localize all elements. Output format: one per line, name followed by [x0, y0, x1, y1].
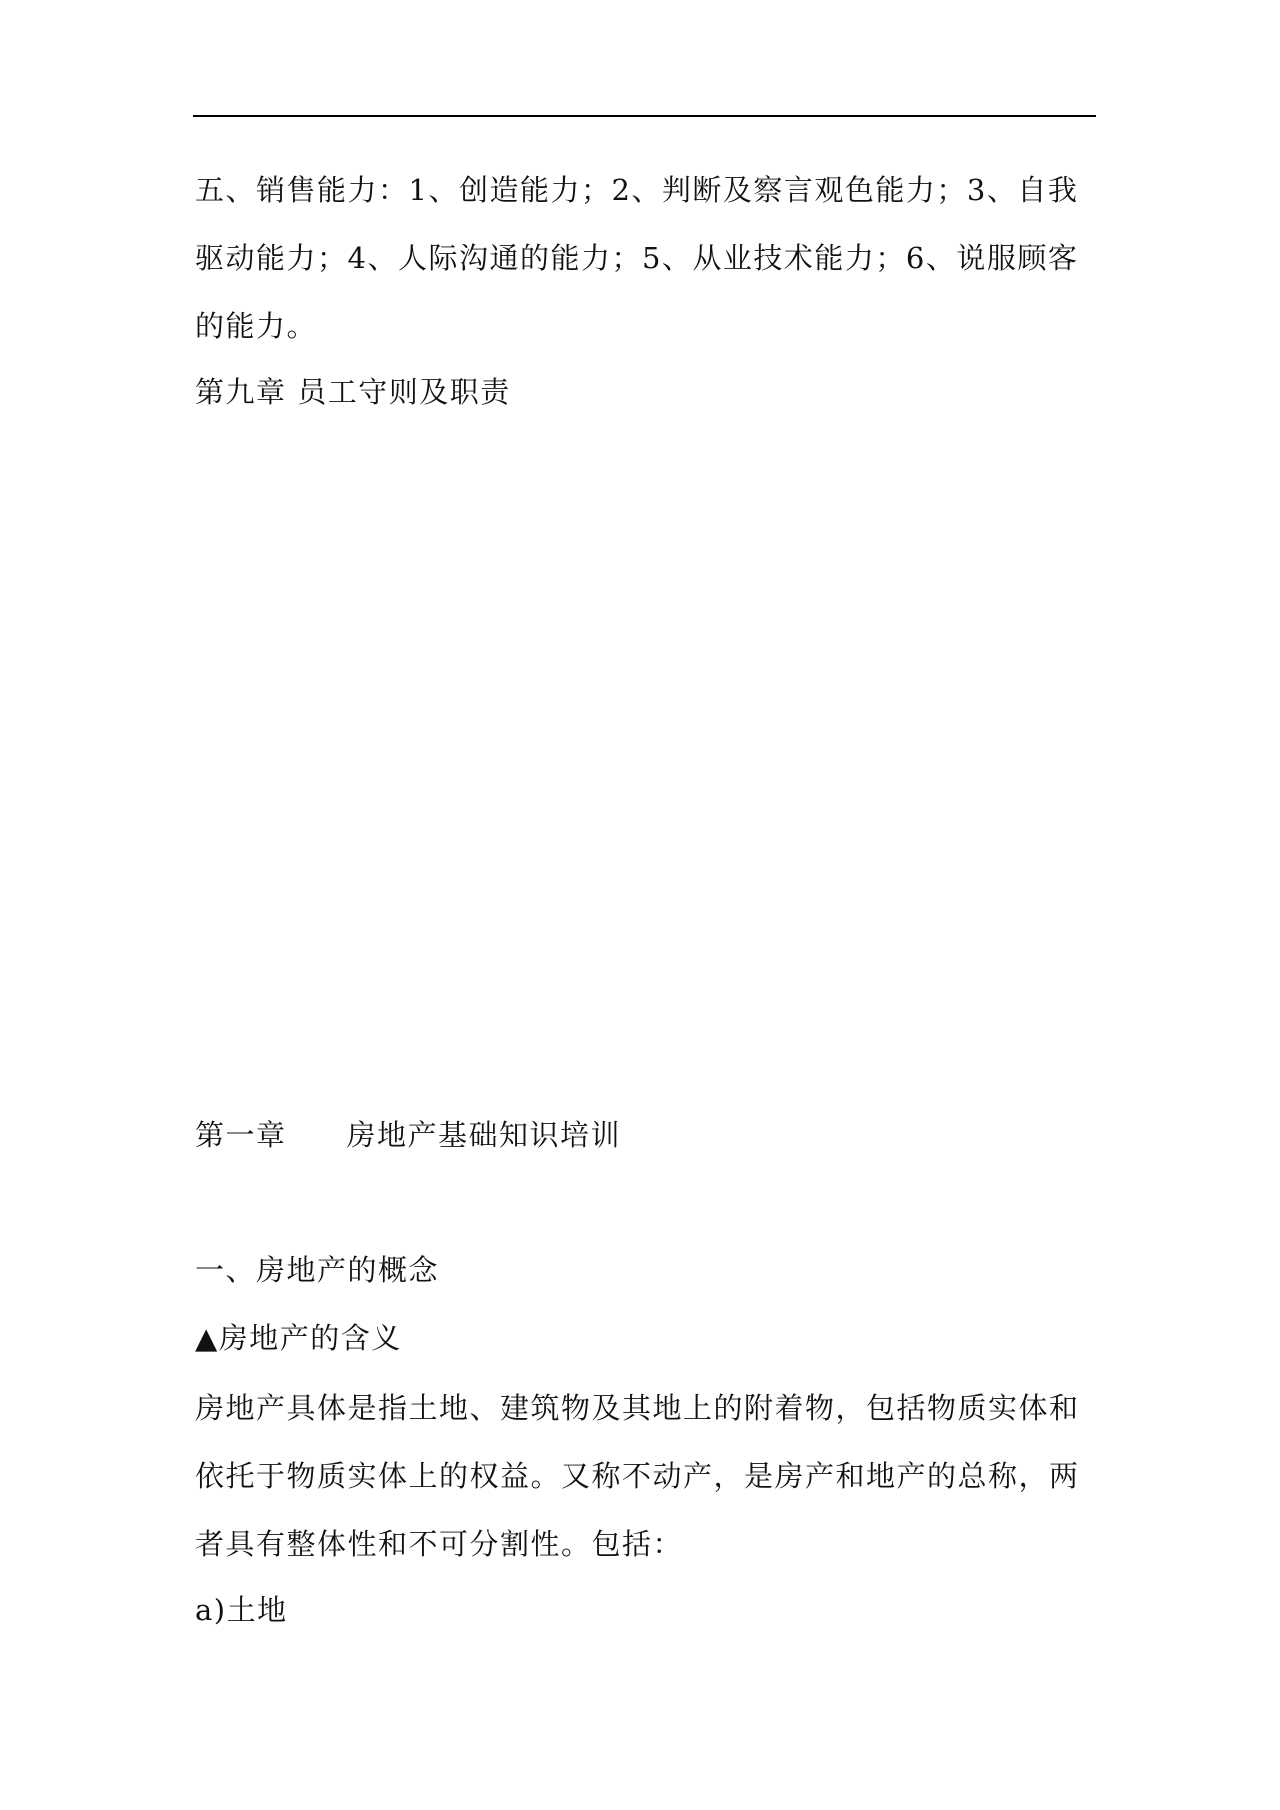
- sales-ability-paragraph: 五、销售能力：1、创造能力；2、判断及察言观色能力；3、自我驱动能力；4、人际沟通的能力；5、从业技术能力；6、说服顾客的能力。: [195, 173, 1079, 343]
- chapter-1-heading: [195, 1115, 621, 1155]
- section-concept-heading: 一、房地产的概念: [195, 1253, 440, 1287]
- list-item-a-land: a)土地: [195, 1593, 288, 1627]
- chapter-1-number: 第一章: [195, 1118, 287, 1152]
- header-rule: [193, 115, 1096, 117]
- chapter-1-title: 房地产基础知识培训: [346, 1118, 622, 1152]
- subheading-meaning: ▲房地产的含义: [195, 1321, 402, 1355]
- chapter-9-title: 第九章 员工守则及职责: [195, 375, 511, 409]
- meaning-paragraph: 房地产具体是指土地、建筑物及其地上的附着物，包括物质实体和依托于物质实体上的权益。又称不动产，是房产和地产的总称，两者具有整体性和不可分割性。包括：: [195, 1391, 1080, 1561]
